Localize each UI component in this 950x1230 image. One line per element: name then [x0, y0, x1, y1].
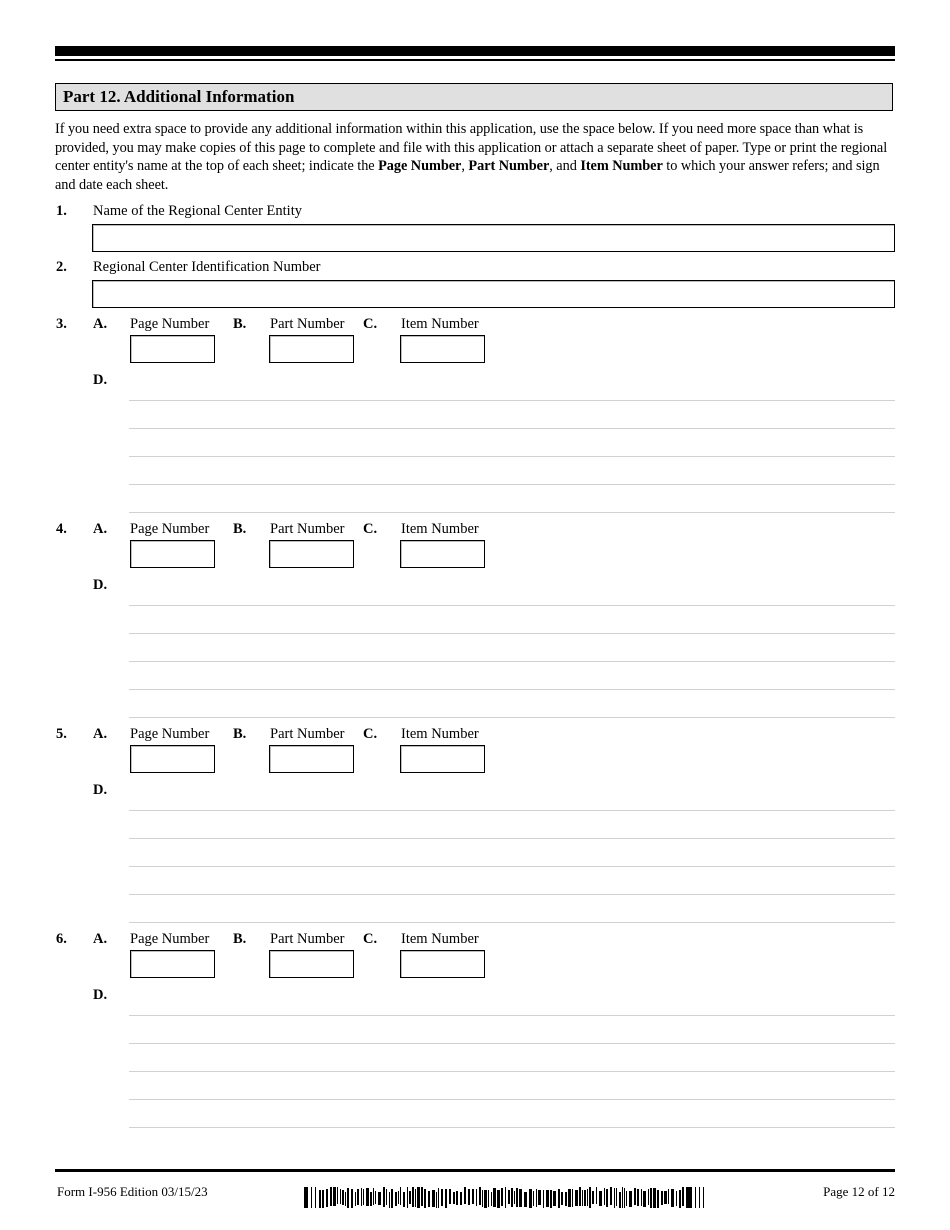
barcode-bar: [568, 1189, 571, 1207]
barcode-bar: [357, 1189, 359, 1205]
answer-line[interactable]: [129, 810, 895, 811]
barcode-bar: [699, 1187, 700, 1208]
barcode-bar: [648, 1189, 649, 1205]
barcode-bar: [524, 1192, 527, 1207]
barcode-bar: [599, 1191, 602, 1206]
barcode-bar: [546, 1190, 549, 1207]
item-number-label: Item Number: [401, 316, 479, 332]
barcode-bar: [565, 1192, 567, 1206]
answer-line[interactable]: [129, 661, 895, 662]
barcode-bar: [653, 1188, 656, 1208]
barcode-bar: [319, 1190, 321, 1208]
answer-line[interactable]: [129, 605, 895, 606]
barcode-bar: [505, 1187, 506, 1208]
barcode-bar: [326, 1189, 328, 1207]
item-number-field[interactable]: [400, 335, 485, 363]
barcode-bar: [624, 1188, 625, 1208]
barcode-bar: [370, 1192, 372, 1206]
letter-a: A.: [93, 316, 108, 332]
part-number-label: Part Number: [270, 316, 345, 332]
answer-line[interactable]: [129, 456, 895, 457]
barcode-bar: [584, 1190, 586, 1206]
item-number-field[interactable]: [400, 950, 485, 978]
page-number-field[interactable]: [130, 950, 215, 978]
barcode-bar: [428, 1191, 430, 1207]
item-number-field[interactable]: [400, 540, 485, 568]
barcode-bar: [311, 1187, 312, 1208]
barcode-bar: [417, 1187, 420, 1208]
barcode-bar: [460, 1192, 462, 1205]
entry-number: 6.: [56, 931, 67, 947]
barcode-bar: [403, 1192, 405, 1207]
regional-center-name-label: Name of the Regional Center Entity: [93, 203, 302, 219]
barcode-bar: [561, 1192, 563, 1205]
answer-line[interactable]: [129, 1099, 895, 1100]
barcode-bar: [514, 1191, 515, 1204]
barcode-bar: [432, 1190, 435, 1207]
intro-emphasis: Page Number: [378, 158, 462, 174]
letter-d: D.: [93, 987, 108, 1003]
barcode-bar: [579, 1187, 581, 1206]
page-number-label: Page Number: [130, 521, 210, 537]
barcode-bar: [347, 1188, 349, 1208]
barcode-bar: [634, 1188, 636, 1205]
part-number-label: Part Number: [270, 521, 345, 537]
barcode-bar: [472, 1189, 474, 1204]
barcode-bar: [449, 1189, 451, 1204]
regional-center-name-field[interactable]: [92, 224, 895, 252]
answer-line[interactable]: [129, 512, 895, 513]
barcode-bar: [407, 1187, 408, 1208]
letter-d: D.: [93, 782, 108, 798]
barcode-bar: [661, 1191, 663, 1205]
barcode-bar: [304, 1187, 308, 1208]
page-number: Page 12 of 12: [823, 1184, 895, 1199]
barcode-bar: [519, 1189, 522, 1207]
page-number-field[interactable]: [130, 540, 215, 568]
barcode-bar: [345, 1192, 346, 1206]
barcode-bar: [596, 1187, 597, 1204]
item-number: 1.: [56, 203, 67, 219]
letter-b: B.: [233, 931, 247, 947]
barcode-bar: [516, 1188, 518, 1207]
barcode-bar: [558, 1189, 560, 1208]
answer-line[interactable]: [129, 1127, 895, 1128]
barcode-bar: [619, 1192, 621, 1208]
barcode-bar: [676, 1191, 677, 1206]
page-number-field[interactable]: [130, 335, 215, 363]
barcode-bar: [592, 1191, 594, 1204]
entry-number: 5.: [56, 726, 67, 742]
barcode-bar: [395, 1192, 397, 1206]
barcode-bar: [468, 1189, 470, 1205]
barcode-bar: [464, 1187, 466, 1204]
barcode-bar: [529, 1189, 532, 1208]
letter-c: C.: [363, 316, 378, 332]
barcode-bar: [476, 1189, 477, 1206]
barcode-bar: [606, 1189, 608, 1207]
barcode-bar: [587, 1189, 588, 1206]
barcode-bar: [315, 1187, 316, 1208]
intro-text: If you need extra space to provide any additional information within this application, use the space below. If you need more space than what is provided, you may make copies of this page to complete and file with this application or attach a separate sheet of paper. Type or print the regional center entity's name at the top of each sheet; indicate the: [55, 121, 888, 174]
barcode-bar: [482, 1190, 483, 1207]
letter-b: B.: [233, 521, 247, 537]
barcode-bar: [330, 1187, 332, 1206]
barcode-bar: [572, 1189, 573, 1207]
letter-d: D.: [93, 577, 108, 593]
part-number-label: Part Number: [270, 726, 345, 742]
barcode-bar: [378, 1192, 381, 1205]
barcode-bar: [366, 1188, 369, 1206]
barcode-bar: [340, 1189, 341, 1204]
barcode-bar: [436, 1192, 437, 1208]
barcode-bar: [508, 1190, 510, 1204]
page-number-field[interactable]: [130, 745, 215, 773]
answer-line[interactable]: [129, 922, 895, 923]
letter-c: C.: [363, 931, 378, 947]
barcode-bar: [616, 1188, 617, 1206]
answer-line[interactable]: [129, 717, 895, 718]
answer-line[interactable]: [129, 689, 895, 690]
barcode-bar: [664, 1191, 667, 1204]
barcode-bar: [553, 1191, 556, 1206]
barcode-bar: [610, 1187, 612, 1205]
barcode-bar: [386, 1189, 387, 1205]
answer-line[interactable]: [129, 484, 895, 485]
barcode-bar: [682, 1187, 684, 1206]
regional-center-id-field[interactable]: [92, 280, 895, 308]
barcode-bar: [643, 1191, 646, 1207]
barcode-bar: [375, 1191, 376, 1204]
answer-line[interactable]: [129, 1071, 895, 1072]
barcode-bar: [493, 1188, 496, 1207]
barcode-bar: [479, 1187, 481, 1205]
barcode-bar: [703, 1187, 704, 1208]
barcode-bar: [456, 1191, 458, 1205]
item-number: 2.: [56, 259, 67, 275]
intro-paragraph: [55, 120, 897, 194]
part-number-label: Part Number: [270, 931, 345, 947]
barcode-bar: [629, 1191, 632, 1207]
barcode-bar: [484, 1190, 487, 1208]
barcode-bar: [533, 1191, 534, 1206]
barcode-bar: [400, 1187, 401, 1205]
barcode-bar: [686, 1187, 692, 1208]
letter-c: C.: [363, 521, 378, 537]
barcode-bar: [415, 1189, 416, 1207]
barcode-bar: [626, 1191, 627, 1206]
letter-c: C.: [363, 726, 378, 742]
top-rule-thin: [55, 59, 895, 61]
barcode-bar: [668, 1189, 669, 1204]
barcode-bar: [409, 1191, 411, 1204]
barcode-bar: [543, 1190, 544, 1208]
barcode-bar: [614, 1188, 615, 1208]
entry-number: 3.: [56, 316, 67, 332]
page-number-label: Page Number: [130, 726, 210, 742]
barcode-bar: [589, 1187, 591, 1208]
barcode-bar: [351, 1189, 353, 1208]
page-number-label: Page Number: [130, 316, 210, 332]
entry-number: 4.: [56, 521, 67, 537]
item-number-label: Item Number: [401, 521, 479, 537]
barcode-bar: [383, 1187, 385, 1207]
barcode-bar: [333, 1187, 336, 1206]
barcode-bar: [538, 1190, 541, 1205]
page-number-label: Page Number: [130, 931, 210, 947]
top-rule: [55, 46, 895, 56]
barcode-bar: [582, 1190, 583, 1206]
barcode-bar: [361, 1188, 362, 1206]
barcode: [304, 1187, 712, 1208]
part-heading: Part 12. Additional Information: [55, 83, 893, 111]
barcode-bar: [441, 1189, 443, 1206]
barcode-bar: [695, 1187, 696, 1208]
answer-line[interactable]: [129, 428, 895, 429]
barcode-bar: [501, 1188, 503, 1206]
letter-b: B.: [233, 316, 247, 332]
barcode-bar: [550, 1190, 552, 1208]
answer-line[interactable]: [129, 838, 895, 839]
intro-emphasis: Part Number: [468, 158, 550, 174]
barcode-bar: [421, 1187, 423, 1206]
barcode-bar: [412, 1187, 414, 1207]
part-number-field[interactable]: [269, 950, 354, 978]
part-number-field[interactable]: [269, 745, 354, 773]
intro-text: , and: [549, 158, 581, 174]
form-edition: Form I-956 Edition 03/15/23: [57, 1184, 208, 1199]
letter-a: A.: [93, 726, 108, 742]
barcode-bar: [637, 1189, 639, 1206]
barcode-bar: [575, 1190, 578, 1206]
barcode-bar: [438, 1188, 439, 1208]
barcode-bar: [671, 1189, 674, 1207]
barcode-bar: [650, 1188, 652, 1208]
answer-line[interactable]: [129, 1043, 895, 1044]
answer-line[interactable]: [129, 400, 895, 401]
barcode-bar: [398, 1191, 399, 1204]
barcode-bar: [445, 1189, 447, 1208]
barcode-bar: [622, 1187, 623, 1208]
regional-center-id-label: Regional Center Identification Number: [93, 259, 321, 275]
barcode-bar: [389, 1192, 390, 1208]
barcode-bar: [355, 1192, 356, 1206]
item-number-label: Item Number: [401, 931, 479, 947]
part-number-field[interactable]: [269, 335, 354, 363]
barcode-bar: [604, 1188, 605, 1205]
barcode-bar: [536, 1189, 537, 1207]
barcode-bar: [488, 1190, 489, 1207]
answer-line[interactable]: [129, 1015, 895, 1016]
answer-line[interactable]: [129, 866, 895, 867]
intro-emphasis: Item Number: [580, 158, 663, 174]
barcode-bar: [491, 1192, 492, 1206]
barcode-bar: [657, 1190, 659, 1208]
barcode-bar: [424, 1189, 426, 1208]
barcode-bar: [363, 1189, 364, 1205]
answer-line[interactable]: [129, 894, 895, 895]
letter-b: B.: [233, 726, 247, 742]
barcode-bar: [391, 1189, 393, 1208]
item-number-label: Item Number: [401, 726, 479, 742]
intro-text: to which your answer refers; and sign and date each sheet.: [55, 158, 880, 193]
barcode-bar: [337, 1187, 338, 1204]
part-number-field[interactable]: [269, 540, 354, 568]
barcode-bar: [511, 1188, 513, 1207]
barcode-bar: [373, 1188, 374, 1205]
barcode-bar: [679, 1190, 681, 1208]
item-number-field[interactable]: [400, 745, 485, 773]
barcode-bar: [453, 1192, 455, 1204]
letter-a: A.: [93, 931, 108, 947]
letter-d: D.: [93, 372, 108, 388]
answer-line[interactable]: [129, 633, 895, 634]
barcode-bar: [342, 1190, 344, 1205]
barcode-bar: [497, 1190, 500, 1208]
barcode-bar: [322, 1190, 324, 1208]
bottom-rule: [55, 1169, 895, 1172]
intro-text: ,: [461, 158, 469, 174]
barcode-bar: [641, 1189, 642, 1206]
letter-a: A.: [93, 521, 108, 537]
